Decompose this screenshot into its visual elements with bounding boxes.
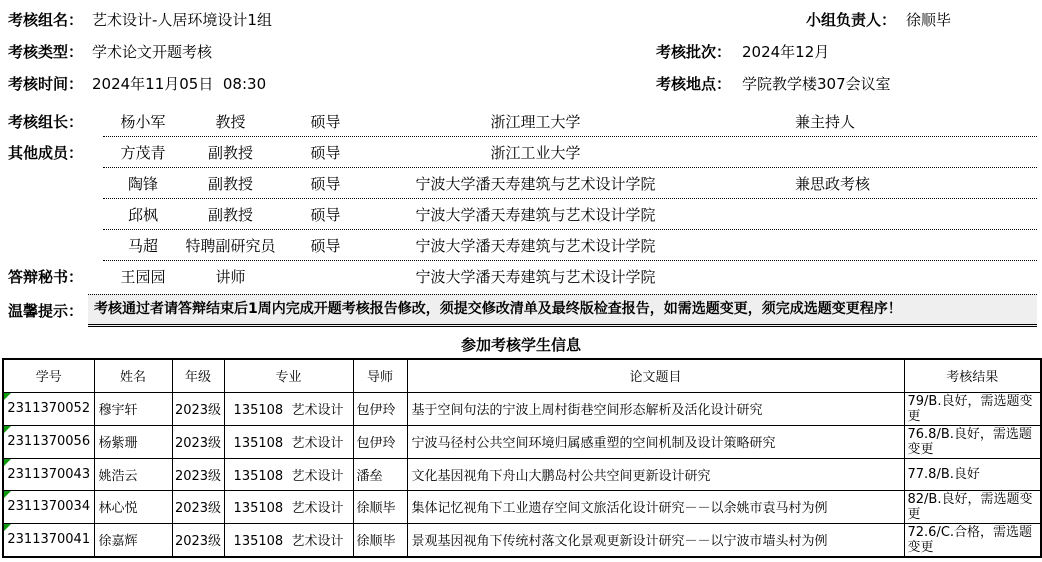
member-organization: 浙江理工大学 [490, 112, 581, 131]
thesis-title-cell: 文化基因视角下舟山大鹏岛村公共空间更新设计研究 [407, 458, 904, 490]
member-name: 邱枫 [127, 205, 158, 224]
student-name-cell: 林心悦 [94, 490, 172, 523]
member-supervisor-type: 硕导 [310, 112, 341, 131]
student-name-cell: 姚浩云 [94, 458, 172, 490]
member-row [0, 230, 1042, 261]
student-advisor-cell: 包伊玲 [353, 392, 407, 425]
group-leader-label: 小组负责人： [806, 11, 897, 29]
student-id-cell: 2311370056 [3, 425, 94, 458]
member-role-label: 考核组长： [8, 113, 84, 131]
students-table [2, 358, 1042, 558]
student-major-cell: 135108 艺术设计 [224, 392, 353, 425]
student-advisor-cell: 徐顺毕 [353, 490, 407, 523]
group-leader-value: 徐顺毕 [906, 11, 952, 29]
assessment-time-label: 考核时间： [8, 75, 84, 93]
member-supervisor-type: 硕导 [310, 205, 341, 224]
student-grade-cell: 2023级 [172, 458, 224, 490]
cell-flag-triangle-icon [4, 426, 11, 433]
member-title: 特聘副研究员 [185, 236, 276, 255]
student-id-cell: 2311370041 [3, 523, 94, 557]
assessment-location-label: 考核地点： [656, 75, 732, 93]
student-major-cell: 135108 艺术设计 [224, 425, 353, 458]
header-name: 姓名 [94, 359, 172, 392]
member-name: 杨小军 [120, 112, 166, 131]
member-supervisor-type: 硕导 [310, 143, 341, 162]
student-grade-cell: 2023级 [172, 392, 224, 425]
assessment-result-cell: 79/B.良好，需选题变更 [904, 392, 1041, 425]
assessment-type-label: 考核类型： [8, 43, 84, 61]
committee-members-section [0, 106, 1042, 292]
member-title: 副教授 [207, 174, 253, 193]
member-organization: 宁波大学潘天寿建筑与艺术设计学院 [415, 174, 656, 193]
member-role-label [0, 230, 103, 261]
thesis-title-cell: 宁波马径村公共空间环境归属感重塑的空间机制及设计策略研究 [407, 425, 904, 458]
tip-label: 温馨提示： [8, 302, 84, 320]
thesis-title-cell: 基于空间句法的宁波上周村街巷空间形态解析及活化设计研究 [407, 392, 904, 425]
assessment-batch-label: 考核批次： [656, 43, 732, 61]
member-row [0, 199, 1042, 230]
assessment-batch-value: 2024年12月 [742, 43, 830, 61]
assessment-location-value: 学院教学楼307会议室 [742, 75, 891, 93]
students-table-title: 参加考核学生信息 [460, 336, 581, 354]
header-thesis-title: 论文题目 [407, 359, 904, 392]
member-extra-role: 兼主持人 [795, 112, 856, 131]
info-row-group-name [0, 4, 1042, 36]
member-row [0, 106, 1042, 137]
thesis-title-cell: 集体记忆视角下工业遗存空间文旅活化设计研究－－以余姚市袁马村为例 [407, 490, 904, 523]
student-advisor-cell: 徐顺毕 [353, 523, 407, 557]
member-row [0, 261, 1042, 292]
member-organization: 宁波大学潘天寿建筑与艺术设计学院 [415, 236, 656, 255]
tip-row [0, 294, 1042, 327]
table-row [3, 425, 1041, 458]
member-name: 陶锋 [127, 174, 158, 193]
table-header-row [3, 359, 1041, 392]
info-row-type [0, 36, 1042, 68]
member-title: 教授 [215, 112, 246, 131]
table-row [3, 523, 1041, 557]
student-advisor-cell: 潘垒 [353, 458, 407, 490]
student-id-cell: 2311370052 [3, 392, 94, 425]
group-name-label: 考核组名： [8, 11, 84, 29]
group-name-value: 艺术设计-人居环境设计1组 [92, 11, 272, 29]
member-role-label [0, 199, 103, 230]
member-title: 副教授 [207, 205, 253, 224]
member-role-label: 其他成员： [8, 144, 84, 162]
assessment-type-value: 学术论文开题考核 [92, 43, 213, 61]
cell-flag-triangle-icon [4, 491, 11, 498]
member-row [0, 168, 1042, 199]
table-row [3, 490, 1041, 523]
table-row [3, 392, 1041, 425]
table-row [3, 458, 1041, 490]
member-organization: 浙江工业大学 [490, 143, 581, 162]
assessment-time-value: 2024年11月05日 08:30 [92, 75, 267, 93]
header-grade: 年级 [172, 359, 224, 392]
member-title: 讲师 [215, 268, 246, 286]
member-row [0, 137, 1042, 168]
member-organization: 宁波大学潘天寿建筑与艺术设计学院 [415, 268, 656, 286]
member-name: 马超 [127, 236, 158, 255]
student-id-cell: 2311370034 [3, 490, 94, 523]
header-advisor: 导师 [353, 359, 407, 392]
header-result: 考核结果 [904, 359, 1041, 392]
student-major-cell: 135108 艺术设计 [224, 523, 353, 557]
assessment-result-cell: 76.8/B.良好，需选题变更 [904, 425, 1041, 458]
info-row-time [0, 68, 1042, 100]
student-name-cell: 穆宇轩 [94, 392, 172, 425]
member-role-label [0, 168, 103, 199]
member-title: 副教授 [207, 143, 253, 162]
assessment-result-cell: 82/B.良好，需选题变更 [904, 490, 1041, 523]
student-grade-cell: 2023级 [172, 425, 224, 458]
tip-message: 考核通过者请答辩结束后1周内完成开题考核报告修改，须提交修改清单及最终版检查报告，如需选题变更，须完成选题变更程序！ [88, 294, 1037, 327]
assessment-info-section [0, 0, 1042, 100]
assessment-result-cell: 72.6/C.合格，需选题变更 [904, 523, 1041, 557]
cell-flag-triangle-icon [4, 459, 11, 466]
student-id-cell: 2311370043 [3, 458, 94, 490]
student-name-cell: 杨紫珊 [94, 425, 172, 458]
header-student-id: 学号 [3, 359, 94, 392]
member-organization: 宁波大学潘天寿建筑与艺术设计学院 [415, 205, 656, 224]
member-name: 王园园 [120, 268, 166, 286]
assessment-result-cell: 77.8/B.良好 [904, 458, 1041, 490]
student-grade-cell: 2023级 [172, 490, 224, 523]
student-name-cell: 徐嘉辉 [94, 523, 172, 557]
cell-flag-triangle-icon [4, 393, 11, 400]
student-major-cell: 135108 艺术设计 [224, 490, 353, 523]
student-major-cell: 135108 艺术设计 [224, 458, 353, 490]
member-supervisor-type: 硕导 [310, 174, 341, 193]
member-supervisor-type: 硕导 [310, 236, 341, 255]
header-major: 专业 [224, 359, 353, 392]
student-advisor-cell: 包伊玲 [353, 425, 407, 458]
student-grade-cell: 2023级 [172, 523, 224, 557]
member-role-label: 答辩秘书： [8, 268, 84, 286]
member-name: 方茂青 [120, 143, 166, 162]
member-extra-role: 兼思政考核 [795, 174, 871, 193]
cell-flag-triangle-icon [4, 524, 11, 531]
thesis-title-cell: 景观基因视角下传统村落文化景观更新设计研究－－以宁波市墙头村为例 [407, 523, 904, 557]
